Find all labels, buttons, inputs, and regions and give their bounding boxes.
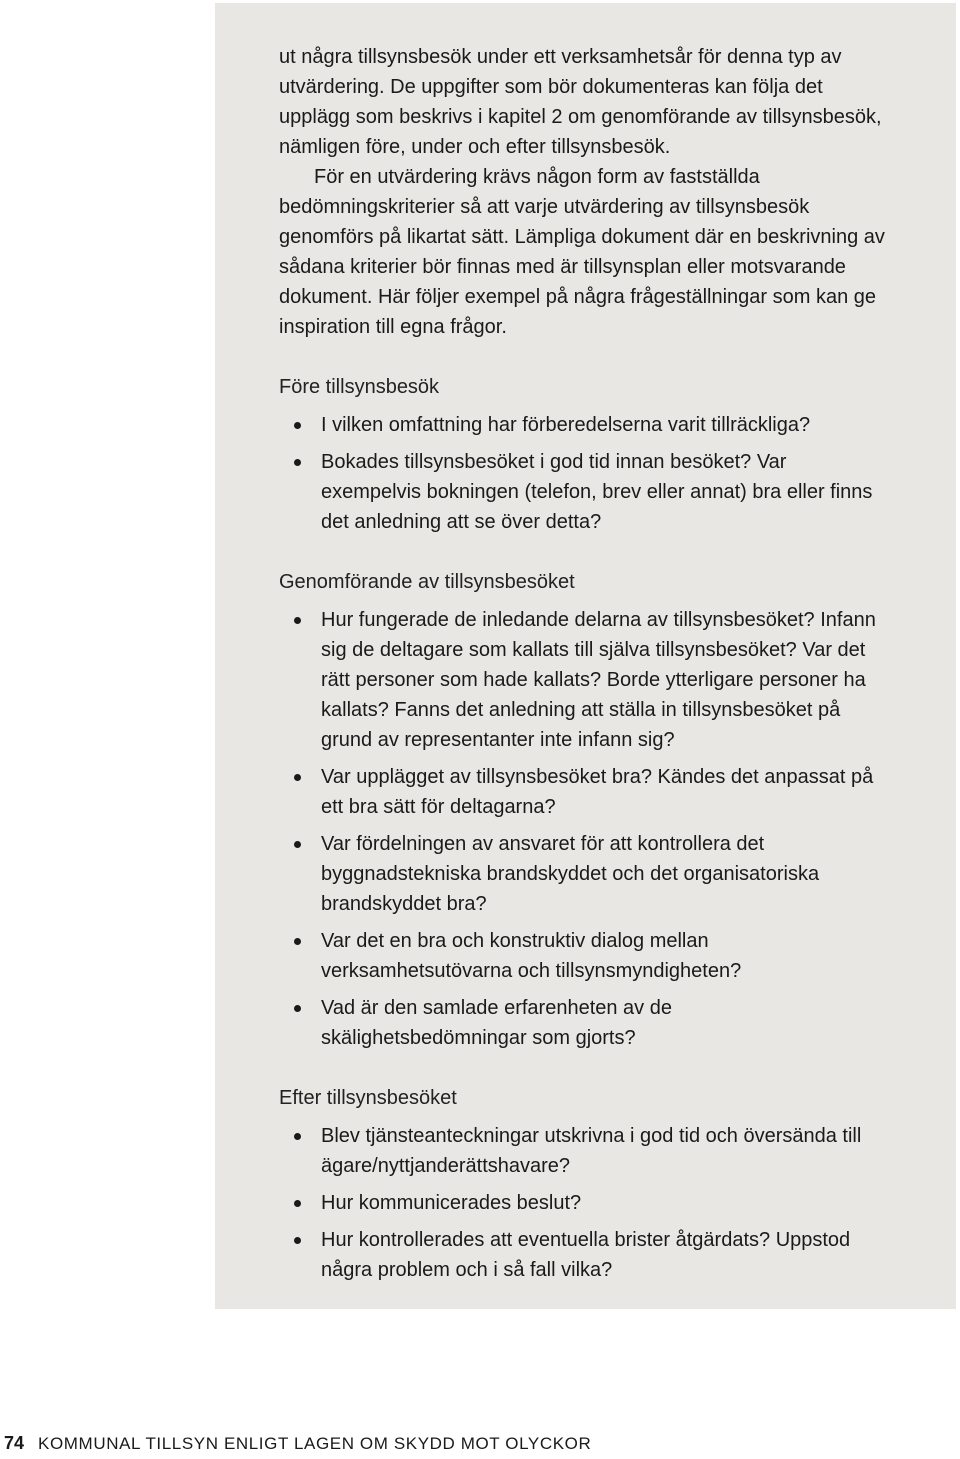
list-item-text: Var det en bra och konstruktiv dialog mellan verksamhetsutövarna och tillsynsmyndigheten? [321,930,742,982]
list-item-text: Hur kommunicerades beslut? [321,1192,582,1214]
list-item [279,762,881,822]
bullet-icon [294,617,301,624]
list-item [279,447,881,537]
bullet-icon [294,938,301,945]
list-item [279,605,881,755]
bullet-icon [294,841,301,848]
bullet-icon [294,459,301,466]
intro-text [279,42,899,342]
list-item-text: Hur fungerade de inledande delarna av tillsynsbesöket? Infann sig de deltagare som kallats till själva tillsynsbesöket? Var det rätt personer som hade kallats? Borde ytterligare personer ha kallats? Fanns det anledning att ställa in tillsynsbesöket på grund av representanter inte infann sig? [321,609,876,751]
list-item [279,993,881,1053]
section-heading: Efter tillsynsbesöket [279,1087,457,1109]
bullet-list [279,605,899,1053]
section-heading: Genomförande av tillsynsbesöket [279,571,575,593]
section-heading: Före tillsynsbesök [279,376,440,398]
intro-paragraph-2: För en utvärdering krävs någon form av fastställda bedömningskriterier så att varje utvärdering av tillsynsbesök genomförs på likartat sätt. Lämpliga dokument där en beskrivning av sådana kriterier bör finnas med är tillsynsplan eller motsvarande dokument. Här följer exempel på några frågeställningar som kan ge inspiration till egna frågor. [279,166,885,338]
page-footer [4,1428,591,1458]
bullet-icon [294,1237,301,1244]
bullet-icon [294,1200,301,1207]
section-during [279,567,899,1053]
section-before [279,372,899,537]
list-item-text: Vad är den samlade erfarenheten av de skälighetsbedömningar som gjorts? [321,997,672,1049]
list-item [279,1225,881,1285]
box-content [279,42,899,1292]
list-item [279,410,881,440]
running-title: KOMMUNAL TILLSYN ENLIGT LAGEN OM SKYDD MOT OLYCKOR [38,1434,592,1453]
bullet-icon [294,1005,301,1012]
bullet-icon [294,1133,301,1140]
list-item-text: Hur kontrollerades att eventuella brister åtgärdats? Uppstod några problem och i så fall vilka? [321,1229,851,1281]
list-item [279,1188,881,1218]
bullet-icon [294,422,301,429]
list-item [279,926,881,986]
list-item-text: Blev tjänsteanteckningar utskrivna i god tid och översända till ägare/nyttjanderättshavare? [321,1125,862,1177]
list-item-text: Var fördelningen av ansvaret för att kontrollera det byggnadstekniska brandskyddet och det organisatoriska brandskyddet bra? [321,833,820,915]
list-item-text: Var upplägget av tillsynsbesöket bra? Kändes det anpassat på ett bra sätt för deltagarna? [321,766,874,818]
bullet-list [279,1121,899,1285]
intro-paragraph-1: ut några tillsynsbesök under ett verksamhetsår för denna typ av utvärdering. De uppgifter som bör dokumenteras kan följa det upplägg som beskrivs i kapitel 2 om genomförande av tillsynsbesök, nämligen före, under och efter tillsynsbesök. [279,46,882,158]
section-after [279,1083,899,1285]
bullet-icon [294,774,301,781]
list-item-text: Bokades tillsynsbesöket i god tid innan besöket? Var exempelvis bokningen (telefon, brev eller annat) bra eller finns det anledning att se över detta? [321,451,873,533]
list-item [279,1121,881,1181]
page-number: 74 [4,1433,25,1453]
bullet-list [279,410,899,537]
list-item-text: I vilken omfattning har förberedelserna varit tillräckliga? [321,414,811,436]
list-item [279,829,881,919]
